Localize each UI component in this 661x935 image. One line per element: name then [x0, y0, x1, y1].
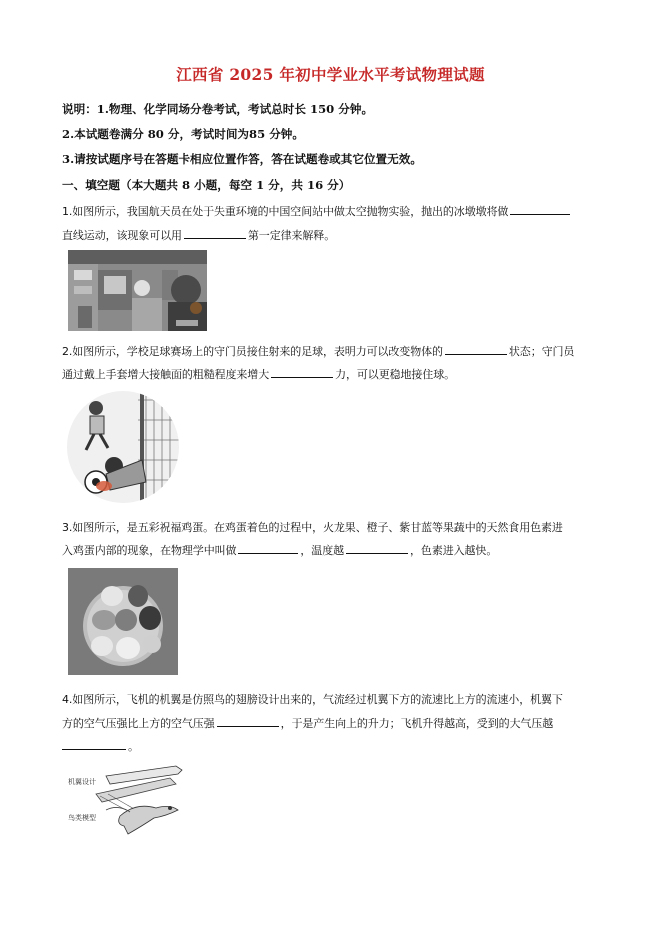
- q2-line-2: [62, 366, 455, 382]
- wing-bird-illustration: [66, 764, 184, 836]
- q1-line-1: [62, 203, 572, 219]
- goalkeeper-illustration: [66, 390, 181, 505]
- q1-blank-1[interactable]: [510, 203, 570, 215]
- note-3: 3.请按试题序号在答题卡相应位置作答，答在试题卷或其它位置无效。: [62, 152, 422, 166]
- q4-line-1: 4.如图所示，飞机的机翼是仿照鸟的翅膀设计出来的，气流经过机翼下方的流速比上方的流速小，机翼下: [62, 693, 563, 706]
- q4-line-3: [62, 738, 139, 754]
- q4-text-2a: 方的空气压强比上方的空气压强: [62, 717, 215, 730]
- q3-text-2b: ，温度越: [300, 544, 345, 557]
- section-heading: 一、填空题（本大题共 8 小题，每空 1 分，共 16 分）: [62, 178, 351, 192]
- q4-text-3b: 。: [128, 740, 139, 753]
- q3-blank-2[interactable]: [346, 542, 408, 554]
- space-station-photo: [68, 250, 207, 331]
- q2-blank-2[interactable]: [271, 366, 333, 378]
- q1-text-2a: 直线运动，该现象可以用: [62, 229, 182, 242]
- colored-eggs-photo: [68, 568, 178, 675]
- q3-line-2: [62, 542, 497, 558]
- q3-text-2c: ，色素进入越快。: [410, 544, 498, 557]
- q2-text-1b: 状态；守门员: [508, 345, 575, 358]
- q4-blank-2[interactable]: [62, 738, 126, 750]
- q2-text-2b: 力，可以更稳地接住球。: [335, 368, 456, 381]
- q3-blank-1[interactable]: [238, 542, 298, 554]
- q3-line-1: 3.如图所示，是五彩祝福鸡蛋。在鸡蛋着色的过程中，火龙果、橙子、紫甘蓝等果蔬中的天然食用色素进: [62, 521, 563, 534]
- q4-line-2: [62, 715, 553, 731]
- q4-text-2b: ，于是产生向上的升力；飞机升得越高，受到的大气压越: [280, 717, 554, 730]
- q2-line-1: [62, 343, 574, 359]
- q2-blank-1[interactable]: [445, 343, 507, 355]
- q1-line-2: [62, 227, 335, 243]
- note-1: 说明：1.物理、化学同场分卷考试，考试总时长 150 分钟。: [62, 102, 374, 116]
- bird-label: 鸟类模型: [68, 814, 96, 822]
- note-2: 2.本试题卷满分 80 分，考试时间为85 分钟。: [62, 127, 304, 141]
- q1-text-2b: 第一定律来解释。: [247, 229, 336, 242]
- q1-blank-2[interactable]: [184, 227, 246, 239]
- q4-blank-1[interactable]: [217, 715, 279, 727]
- q2-text-1a: 2.如图所示，学校足球赛场上的守门员接住射来的足球，表明力可以改变物体的: [62, 345, 443, 358]
- wing-label: 机翼设计: [68, 778, 96, 786]
- q2-text-2a: 通过戴上手套增大接触面的粗糙程度来增大: [62, 368, 270, 381]
- page-title: 江西省 2025 年初中学业水平考试物理试题: [176, 65, 485, 84]
- q3-text-2a: 入鸡蛋内部的现象，在物理学中叫做: [62, 544, 237, 557]
- q1-text-1: 1.如图所示，我国航天员在处于失重环境的中国空间站中做太空抛物实验，抛出的冰墩墩将做: [62, 205, 509, 218]
